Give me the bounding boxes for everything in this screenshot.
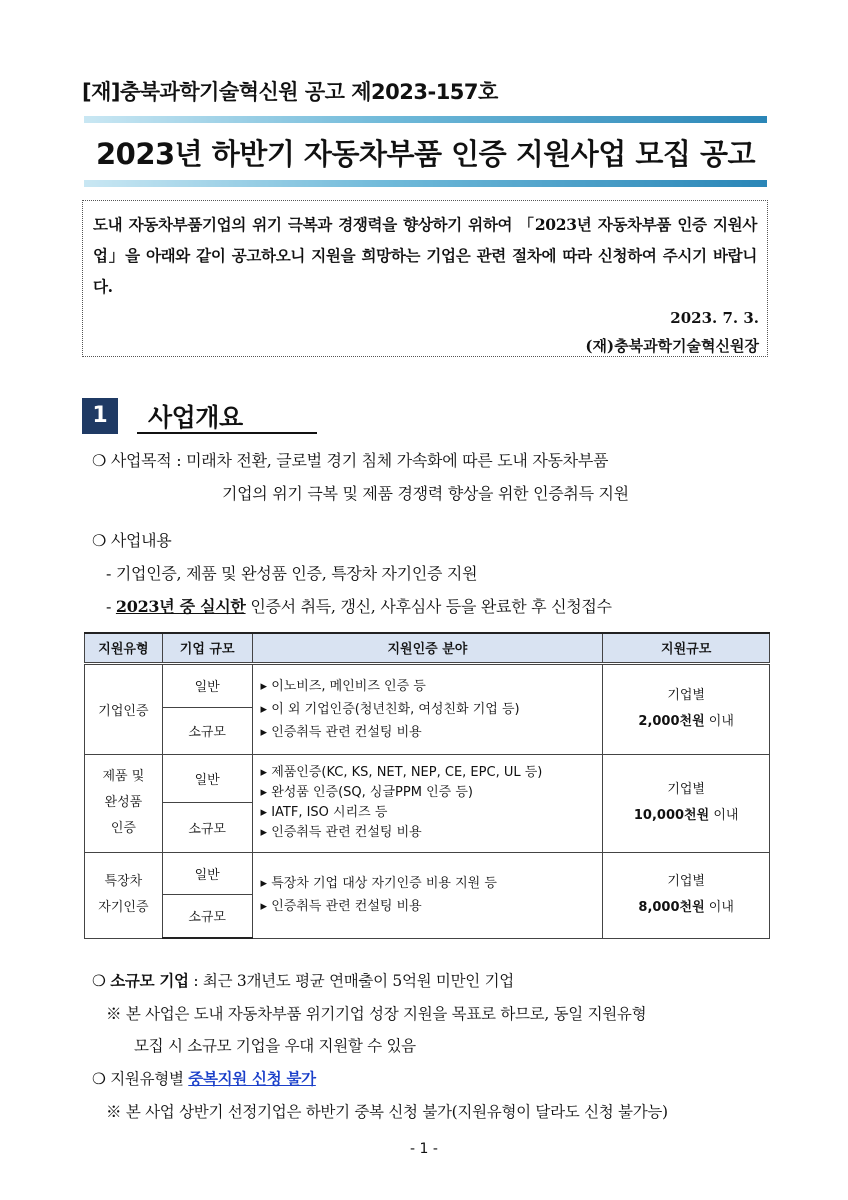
- type-label: 자기인증: [98, 900, 149, 915]
- content-item-1: - 기업인증, 제품 및 완성품 인증, 특장차 자기인증 지원: [106, 564, 478, 583]
- circle-bullet-icon: ❍: [92, 451, 107, 470]
- scale-value: 10,000천원 이내: [633, 808, 739, 823]
- header-cell: 지원유형: [85, 633, 163, 663]
- field-cell: [252, 852, 603, 938]
- field-cell: [252, 754, 603, 852]
- purpose-text-1: 미래차 전환, 글로벌 경기 침체 가속화에 따른 도내 자동차부품: [186, 451, 609, 470]
- content-item-2-rest: 인증서 취득, 갱신, 사후심사 등을 완료한 후 신청접수: [250, 597, 612, 616]
- size-cell: 소규모: [162, 802, 252, 852]
- remark-2: ※ 본 사업 상반기 선정기업은 하반기 중복 신청 불가(지원유형이 달라도 신청 불가능): [106, 1103, 668, 1121]
- document-title: 2023년 하반기 자동차부품 인증 지원사업 모집 공고: [95, 137, 756, 171]
- scale-label: 기업별: [667, 874, 705, 889]
- scale-value: 8,000천원 이내: [638, 900, 734, 915]
- type-cell: [85, 663, 163, 754]
- circle-bullet-icon: ❍: [92, 531, 107, 550]
- support-table: [84, 632, 770, 939]
- purpose-text-2: 기업의 위기 극복 및 제품 경쟁력 향상을 위한 인증취득 지원: [222, 484, 629, 503]
- field-item: ▸ 특장차 기업 대상 자기인증 비용 지원 등: [260, 876, 497, 891]
- header-cell: 지원규모: [603, 633, 770, 663]
- title-bottom-bar: [84, 180, 767, 187]
- header-cell: 지원인증 분야: [252, 633, 603, 663]
- purpose-line: [92, 448, 608, 471]
- small-company-text: : 최근 3개년도 평균 연매출이 5억원 미만인 기업: [193, 972, 514, 990]
- type-cell: [85, 852, 163, 938]
- remark-1-line-2: 모집 시 소규모 기업을 우대 지원할 수 있음: [134, 1037, 416, 1055]
- duplicate-line: [92, 1067, 316, 1089]
- scale-label: 기업별: [667, 688, 705, 703]
- content-item-2: [106, 594, 612, 617]
- intro-box: [82, 200, 768, 357]
- signature: (재)충북과학기술혁신원장: [585, 337, 759, 355]
- type-label: 제품 및: [102, 769, 145, 784]
- field-item: ▸ 이 외 기업인증(청년친화, 여성친화 기업 등): [260, 701, 520, 717]
- field-item: ▸ 인증취득 관련 컨설팅 비용: [260, 724, 422, 740]
- remark-1-line-1: ※ 본 사업은 도내 자동차부품 위기기업 성장 지원을 목표로 하므로, 동일 지원유형: [106, 1005, 647, 1023]
- scale-label: 기업별: [667, 782, 705, 797]
- section-title-underline: [137, 432, 317, 434]
- dash: -: [106, 597, 112, 616]
- content-item-2-emphasis: 2023년 중 실시한: [115, 597, 246, 616]
- table-row: [85, 852, 770, 894]
- table-header-row: [85, 633, 770, 663]
- table-row: [85, 754, 770, 802]
- purpose-label: 사업목적 :: [110, 451, 182, 470]
- section-number-badge: 1: [82, 398, 118, 434]
- field-item: ▸ 인증취득 관련 컨설팅 비용: [260, 825, 422, 840]
- field-cell: [252, 663, 603, 754]
- field-item: ▸ IATF, ISO 시리즈 등: [260, 805, 388, 820]
- field-item: ▸ 이노비즈, 메인비즈 인증 등: [260, 678, 426, 694]
- content-label: 사업내용: [110, 531, 172, 550]
- small-company-line: [92, 969, 514, 991]
- scale-value: 2,000천원 이내: [638, 714, 734, 729]
- circle-bullet-icon: ❍: [92, 972, 106, 990]
- section-title: 사업개요: [148, 403, 243, 432]
- scale-cell: [603, 852, 770, 938]
- content-line: [92, 528, 171, 551]
- size-cell: 일반: [162, 754, 252, 802]
- announcement-date: 2023. 7. 3.: [670, 309, 759, 327]
- small-company-label: 소규모 기업: [110, 971, 189, 990]
- header-cell: 기업 규모: [162, 633, 252, 663]
- notice-number: [재]충북과학기술혁신원 공고 제2023-157호: [82, 80, 498, 104]
- circle-bullet-icon: ❍: [92, 1070, 106, 1088]
- title-top-bar: [84, 116, 767, 123]
- size-cell: 일반: [162, 852, 252, 894]
- scale-cell: [603, 754, 770, 852]
- field-item: ▸ 제품인증(KC, KS, NET, NEP, CE, EPC, UL 등): [260, 765, 543, 780]
- type-cell: [85, 754, 163, 852]
- type-label: 특장차: [104, 874, 143, 889]
- table-row: [85, 663, 770, 707]
- size-cell: 소규모: [162, 894, 252, 938]
- duplicate-warning: 중복지원 신청 불가: [188, 1069, 316, 1088]
- intro-text: 도내 자동차부품기업의 위기 극복과 경쟁력을 향상하기 위하여 「2023년 자동차부품 인증 지원사업」을 아래와 같이 공고하오니 지원을 희망하는 기업은 관련 절차에 따라 신청하여 주시기 바랍니다.: [93, 215, 757, 296]
- type-label: 인증: [110, 821, 136, 836]
- type-label: 기업인증: [98, 703, 149, 719]
- page-number: - 1 -: [410, 1141, 438, 1157]
- size-cell: 소규모: [162, 707, 252, 754]
- size-cell: 일반: [162, 663, 252, 707]
- type-label: 완성품: [104, 795, 143, 810]
- duplicate-label: 지원유형별: [110, 1070, 184, 1088]
- scale-cell: [603, 663, 770, 754]
- field-item: ▸ 인증취득 관련 컨설팅 비용: [260, 899, 422, 914]
- field-item: ▸ 완성품 인증(SQ, 싱글PPM 인증 등): [260, 785, 473, 800]
